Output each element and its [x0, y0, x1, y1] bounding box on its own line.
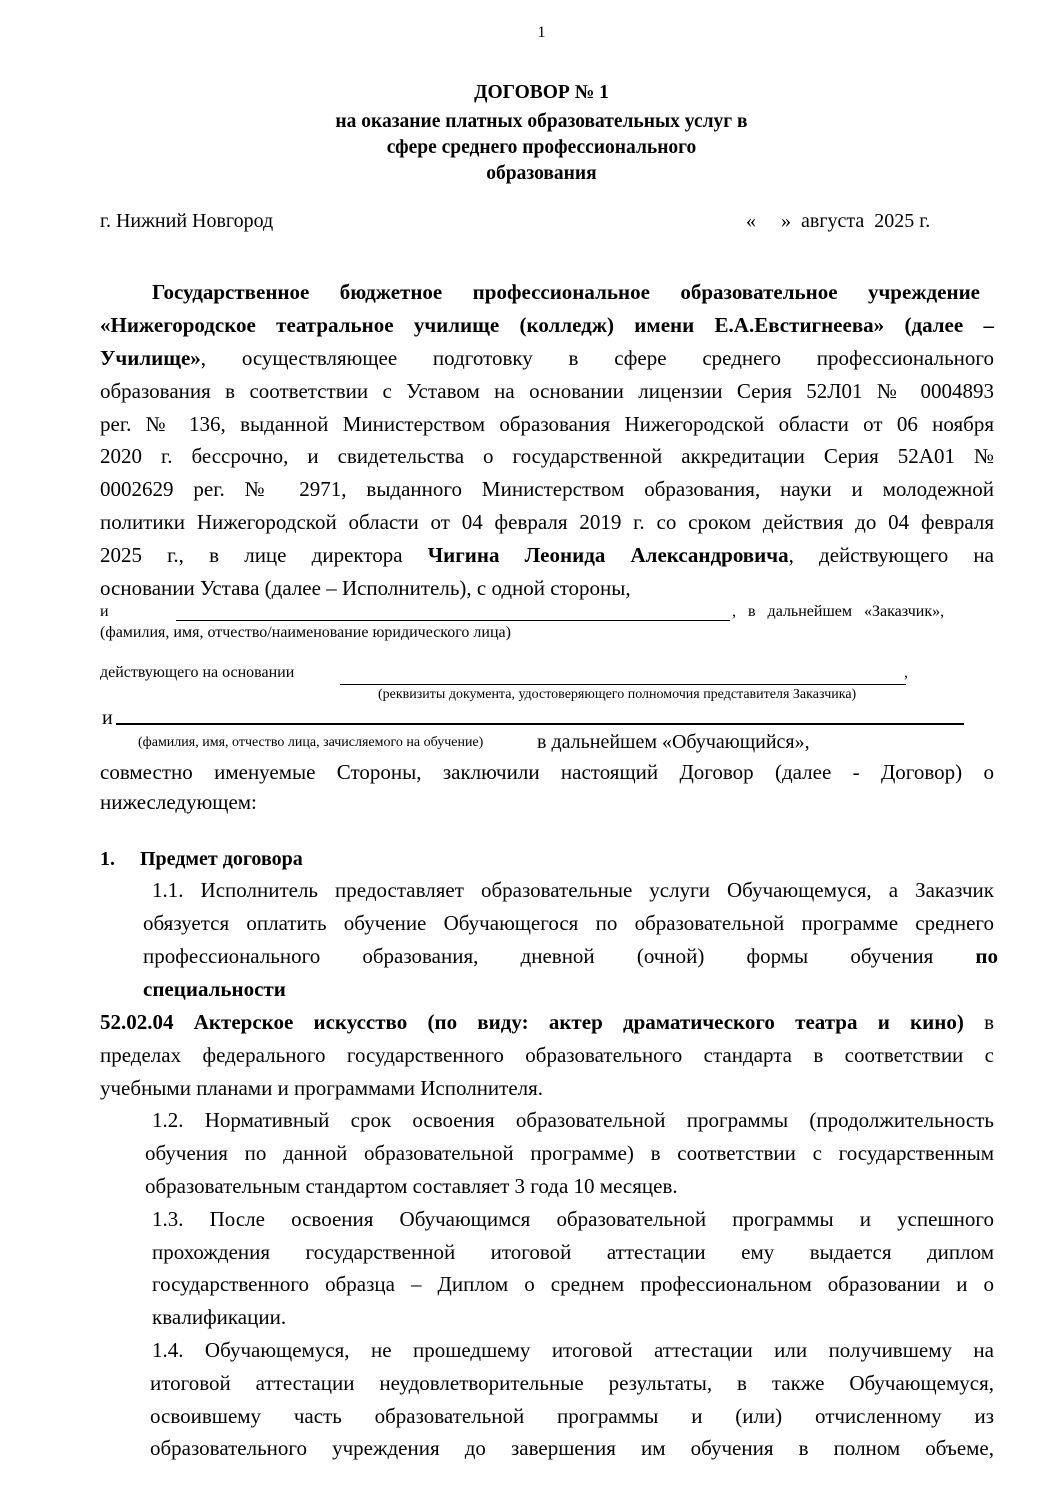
- clause-1-1-line-3: профессионального образования, дневной (очной) формы обучения по: [143, 944, 998, 968]
- customer-basis-hint: (реквизиты документа, удостоверяющего полномочия представителя Заказчика): [378, 687, 857, 702]
- clause-1-2-line-1: 1.2. Нормативный срок освоения образовательной программы (продолжительность: [152, 1108, 994, 1132]
- intro-line-7: 0002629 рег. № 2971, выданного Министерством образования, науки и молодежной: [100, 477, 994, 501]
- customer-basis-field[interactable]: [340, 684, 906, 685]
- student-name-field[interactable]: [116, 723, 964, 725]
- specialty-line-2: пределах федерального государственного образовательного стандарта в соответствии с: [100, 1043, 994, 1067]
- student-name-hint: (фамилия, имя, отчество лица, зачисляемого на обучение): [138, 735, 484, 750]
- contract-place: г. Нижний Новгород: [100, 210, 274, 232]
- clause-1-4-line-2: итоговой аттестации неудовлетворительные результаты, в также Обучающемуся,: [150, 1371, 994, 1395]
- document-subtitle-line-2: сфере среднего профессионального: [386, 137, 697, 158]
- intro-line-8: политики Нижегородской области от 04 февраля 2019 г. со сроком действия до 04 февраля: [100, 510, 994, 534]
- clause-1-4-line-4: образовательного учреждения до завершения им обучения в полном объеме,: [150, 1436, 994, 1460]
- parties-line-1: совместно именуемые Стороны, заключили настоящий Договор (далее - Договор) о: [100, 760, 994, 784]
- parties-line-2: нижеследующем:: [100, 790, 257, 814]
- clause-1-4-line-3: освоившему часть образовательной программы и (или) отчисленному из: [150, 1404, 994, 1428]
- page-number: 1: [537, 24, 546, 41]
- student-and: и: [102, 707, 113, 729]
- customer-name-hint: (фамилия, имя, отчество/наименование юридического лица): [100, 624, 511, 641]
- student-role-label: в дальнейшем «Обучающийся»,: [532, 731, 810, 753]
- clause-1-2-line-3: образовательным стандартом составляет 3 года 10 месяцев.: [145, 1174, 678, 1198]
- clause-1-1-line-4: специальности: [143, 977, 286, 1001]
- clause-1-3-line-1: 1.3. После освоения Обучающимся образовательной программы и успешного: [152, 1207, 994, 1231]
- document-subtitle-line-3: образования: [486, 163, 597, 184]
- customer-role-label: , в дальнейшем «Заказчик»,: [732, 603, 945, 620]
- clause-1-2-line-2: обучения по данной образовательной программе) в соответствии с государственным: [145, 1141, 994, 1165]
- clause-1-1-line-1: 1.1. Исполнитель предоставляет образовательные услуги Обучающемуся, а Заказчик: [152, 878, 994, 902]
- intro-line-9: 2025 г., в лице директора Чигина Леонида Александровича, действующего на: [100, 543, 994, 567]
- customer-name-field[interactable]: [176, 620, 730, 621]
- specialty-line-1: 52.02.04 Актерское искусство (по виду: актер драматического театра и кино) в: [100, 1010, 994, 1034]
- contract-date: « » августа 2025 г.: [746, 210, 931, 232]
- intro-line-6: 2020 г. бессрочно, и свидетельства о государственной аккредитации Серия 52А01 №: [100, 444, 994, 468]
- intro-line-1: Государственное бюджетное профессиональное образовательное учреждение: [152, 280, 980, 304]
- intro-line-5: рег. № 136, выданной Министерством образования Нижегородской области от 06 ноября: [100, 412, 994, 436]
- clause-1-4-line-1: 1.4. Обучающемуся, не прошедшему итоговой аттестации или получившему на: [152, 1338, 994, 1362]
- intro-line-4: образования в соответствии с Уставом на основании лицензии Серия 52Л01 № 0004893: [100, 379, 994, 403]
- section-1-number: 1.: [100, 848, 115, 870]
- document-title: ДОГОВОР № 1: [474, 82, 609, 103]
- customer-basis-comma: ,: [904, 664, 908, 681]
- customer-and: и: [100, 603, 109, 620]
- intro-line-3: Училище», осуществляющее подготовку в сфере среднего профессионального: [100, 346, 994, 370]
- clause-1-1-line-2: обязуется оплатить обучение Обучающегося по образовательной программе среднего: [143, 911, 994, 935]
- section-1-title: Предмет договора: [140, 848, 303, 870]
- clause-1-3-line-4: квалификации.: [152, 1305, 287, 1329]
- intro-line-10: основании Устава (далее – Исполнитель), с одной стороны,: [100, 576, 631, 600]
- customer-basis-label: действующего на основании: [100, 664, 295, 681]
- specialty-line-3: учебными планами и программами Исполнителя.: [100, 1076, 544, 1100]
- clause-1-3-line-3: государственного образца – Диплом о среднем профессиональном образовании и о: [152, 1272, 994, 1296]
- document-subtitle-line-1: на оказание платных образовательных услуг в: [335, 111, 748, 132]
- intro-line-2: «Нижегородское театральное училище (колледж) имени Е.А.Евстигнеева» (далее –: [100, 313, 994, 337]
- clause-1-3-line-2: прохождения государственной итоговой аттестации ему выдается диплом: [152, 1240, 994, 1264]
